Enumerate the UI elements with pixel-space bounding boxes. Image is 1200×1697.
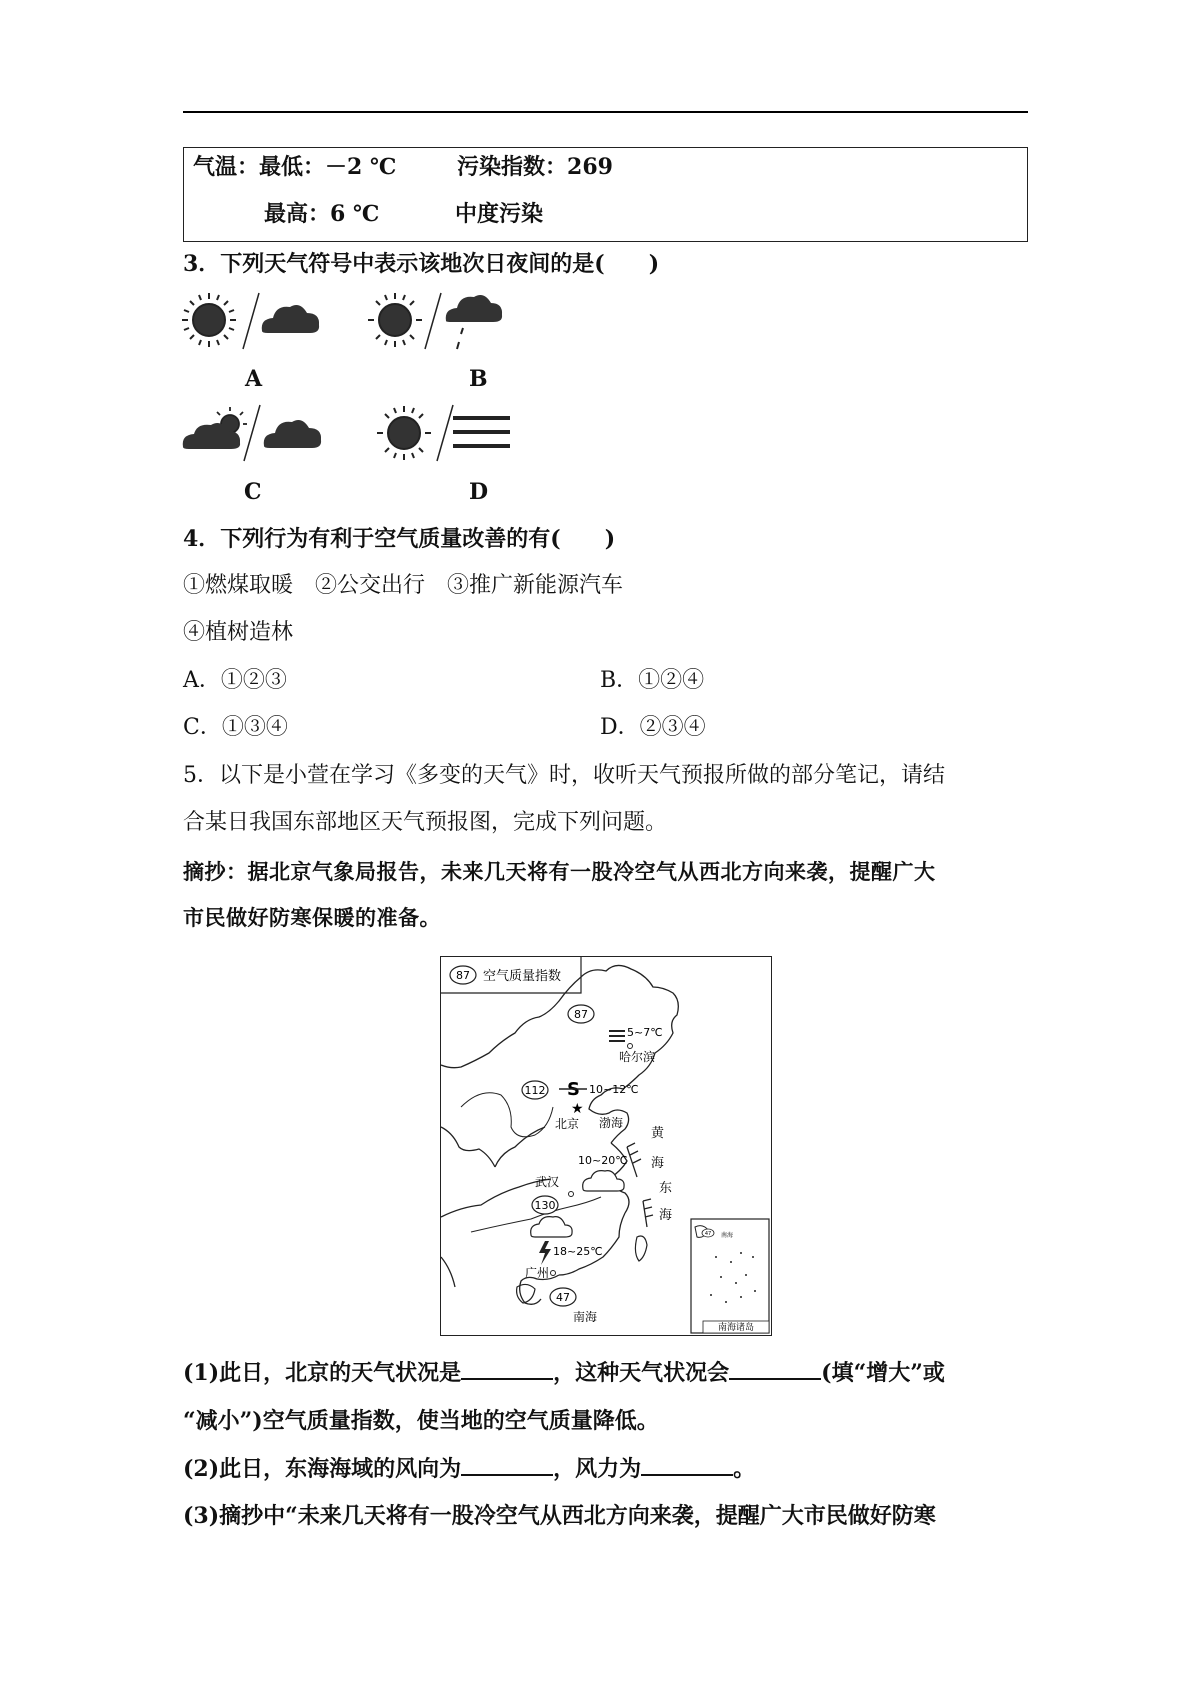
aqi-wuhan: 130 — [534, 1199, 556, 1212]
city-dot-wuhan — [569, 1192, 574, 1197]
divider-slash — [437, 405, 453, 461]
q5-note-line2: 市民做好防寒保暖的准备。 — [183, 905, 441, 930]
sun-icon — [182, 293, 236, 347]
aqi-beijing: 112 — [524, 1084, 546, 1097]
temp-harbin: 5~7℃ — [627, 1026, 663, 1039]
pollution-level: 中度污染 — [455, 201, 544, 227]
city-wuhan: 武汉 — [535, 1175, 560, 1189]
option-c-symbol — [181, 401, 331, 466]
cloud-icon — [531, 1217, 572, 1237]
aqi-harbin: 87 — [574, 1008, 588, 1021]
answer-blank[interactable] — [641, 1456, 733, 1476]
sun-icon — [377, 406, 431, 460]
answer-blank[interactable] — [461, 1456, 553, 1476]
svg-text:47: 47 — [704, 1231, 712, 1237]
city-harbin: 哈尔滨 — [619, 1050, 656, 1064]
sea-nan: 南海 — [573, 1310, 598, 1324]
q4-items-line2: ④植树造林 — [183, 620, 294, 645]
option-b-label: B — [469, 366, 488, 392]
q4-option-a[interactable]: A．①②③ — [183, 668, 287, 693]
temp-high-line: 最高：6 ℃ — [264, 201, 380, 227]
sea-bohai: 渤海 — [599, 1116, 624, 1130]
city-guangzhou: 广州 — [525, 1266, 550, 1280]
cloud-icon — [264, 420, 321, 448]
svg-text:空气质量指数: 空气质量指数 — [483, 969, 562, 984]
option-c-label: C — [244, 479, 262, 505]
inset-label: 南海诸岛 — [717, 1323, 755, 1333]
answer-blank[interactable] — [729, 1360, 821, 1380]
sun-icon — [368, 293, 422, 347]
q3-stem: 3．下列天气符号中表示该地次日夜间的是( ) — [183, 251, 660, 277]
divider-slash — [244, 405, 260, 461]
sea-huang-1: 黄 — [651, 1126, 665, 1141]
cloud-icon — [262, 305, 319, 333]
partly-cloudy-icon — [183, 407, 247, 449]
south-sea-inset — [691, 1219, 769, 1333]
fog-icon — [609, 1031, 625, 1041]
q5-sub1-line1: (1)此日，北京的天气状况是 ，这种天气状况会 (填“增大”或 — [183, 1360, 945, 1386]
svg-text:南海: 南海 — [721, 1232, 734, 1239]
q4-option-b[interactable]: B．①②④ — [600, 668, 705, 693]
city-dot-harbin — [628, 1044, 633, 1049]
temp-wuhan: 10~20℃ — [578, 1154, 628, 1167]
sea-huang-2: 海 — [651, 1156, 665, 1171]
option-d-symbol — [366, 401, 516, 466]
answer-blank[interactable] — [461, 1360, 553, 1380]
wind-barb-icon — [627, 1143, 641, 1177]
q5-sub1-line2: “减小”)空气质量指数，使当地的空气质量降低。 — [183, 1408, 659, 1434]
weather-forecast-map — [440, 956, 772, 1336]
option-a-label: A — [245, 366, 263, 392]
thunder-icon — [539, 1241, 551, 1265]
map-legend — [441, 957, 581, 993]
temp-beijing: 10~12℃ — [589, 1083, 639, 1096]
option-b-symbol — [366, 287, 506, 357]
pollution-index-line: 污染指数：269 — [457, 154, 613, 180]
option-d-label: D — [469, 479, 489, 505]
divider-slash — [243, 293, 259, 349]
divider-slash — [425, 293, 441, 349]
city-dot-guangzhou — [551, 1271, 556, 1276]
rain-cloud-icon — [446, 295, 502, 349]
header-rule — [183, 111, 1028, 113]
q4-option-d[interactable]: D．②③④ — [600, 715, 706, 740]
aqi-guangzhou: 47 — [556, 1291, 570, 1304]
q5-sub3: (3)摘抄中“未来几天将有一股冷空气从西北方向来袭，提醒广大市民做好防寒 — [183, 1503, 936, 1529]
q5-stem-line2: 合某日我国东部地区天气预报图，完成下列问题。 — [183, 810, 668, 835]
q4-option-c[interactable]: C．①③④ — [183, 715, 288, 740]
q4-items-line1: ①燃煤取暖 ②公交出行 ③推广新能源汽车 — [183, 573, 624, 598]
temp-low-line: 气温：最低：－2 ℃ — [193, 154, 397, 180]
capital-star-icon: ★ — [571, 1101, 584, 1117]
q5-note-line1: 摘抄：据北京气象局报告，未来几天将有一股冷空气从西北方向来袭，提醒广大 — [183, 859, 936, 884]
sandstorm-icon: S — [567, 1079, 580, 1100]
q5-stem-line1: 5．以下是小萱在学习《多变的天气》时，收听天气预报所做的部分笔记，请结 — [183, 763, 945, 788]
q4-stem: 4．下列行为有利于空气质量改善的有( ) — [183, 526, 616, 552]
taiwan-island — [635, 1236, 647, 1261]
wind-barb-icon — [643, 1199, 653, 1227]
city-beijing: 北京 — [555, 1117, 580, 1131]
map-svg — [441, 957, 771, 1335]
q5-sub2: (2)此日，东海海域的风向为 ，风力为 。 — [183, 1456, 756, 1482]
sea-dong-2: 海 — [659, 1208, 673, 1223]
temp-guangzhou: 18~25℃ — [553, 1245, 603, 1258]
option-a-symbol — [180, 287, 325, 357]
cloud-icon — [583, 1171, 624, 1191]
fog-icon — [453, 418, 510, 446]
svg-text:87: 87 — [456, 969, 470, 982]
sea-dong-1: 东 — [659, 1181, 673, 1196]
